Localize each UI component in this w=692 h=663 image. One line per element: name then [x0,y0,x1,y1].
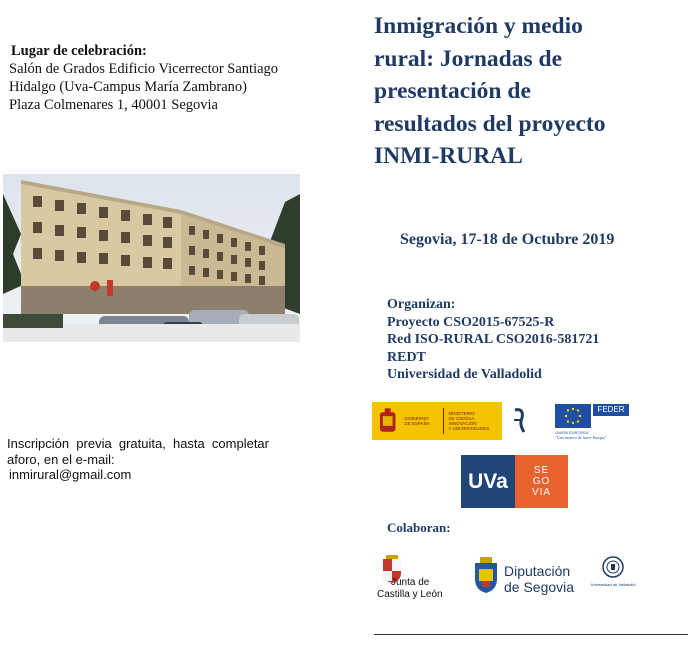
venue-block [9,42,319,114]
venue-line: Salón de Grados Edificio Vicerrector Santiago [9,61,279,77]
coat-of-arms-icon [377,406,398,436]
title-line: resultados del proyecto [374,110,606,137]
eu-motto: "Una manera de hacer Europa" [555,435,607,440]
uva-segovia-logo [461,455,568,508]
organizer-item: Proyecto CSO2015-67525-R [387,314,555,330]
agency-seal-icon [510,406,530,436]
registration-block [7,436,269,483]
registration-email[interactable]: inmirural@gmail.com [9,467,132,482]
title-line: Inmigración y medio [374,13,583,39]
organizers-block [387,296,599,384]
diputacion-shield-icon [474,557,498,593]
organizers-label: Organizan: [387,297,456,312]
organizer-item: REDT [387,349,426,365]
title-line: INMI-RURAL [374,143,523,169]
uva-seal-icon [587,555,639,581]
eu-label: UNIÓN EUROPEA [555,430,589,435]
building-photo [3,174,300,342]
registration-text: Inscripción previa gratuita, hasta completar aforo, en el e-mail: [7,436,269,467]
segovia-label: SE GO VIA [515,455,568,508]
eu-flag-icon [555,404,591,428]
title-line: presentación de [374,78,531,104]
event-date: Segovia, 17-18 de Octubre 2019 [400,231,615,248]
bottom-divider [374,634,688,635]
organizer-item: Universidad de Valladolid [387,367,542,382]
diputacion-segovia-logo: Diputación de Segovia [474,557,574,597]
venue-line: Hidalgo (Uva-Campus María Zambrano) [9,79,247,95]
junta-castilla-leon-logo: Junta de Castilla y León [377,555,452,601]
event-title [374,10,674,173]
building-image [3,174,300,342]
feder-logo [555,404,629,440]
uva-seal-logo: Universidad de Valladolid [587,555,639,603]
organizer-item: Red ISO-RURAL CSO2016-581721 [387,332,600,347]
venue-line: Plaza Colmenares 1, 40001 Segovia [9,97,218,113]
title-line: rural: Jornadas de [374,45,562,72]
uva-label: UVa [461,455,515,508]
feder-label: FEDER [593,404,629,416]
collaborators-label: Colaboran: [387,520,451,535]
gobierno-espana-logo: GOBIERNO DE ESPAÑA MINISTERIO DE CIENCIA, INNOVACIÓN Y UNIVERSIDADES [372,402,502,440]
venue-heading: Lugar de celebración: [11,43,147,59]
